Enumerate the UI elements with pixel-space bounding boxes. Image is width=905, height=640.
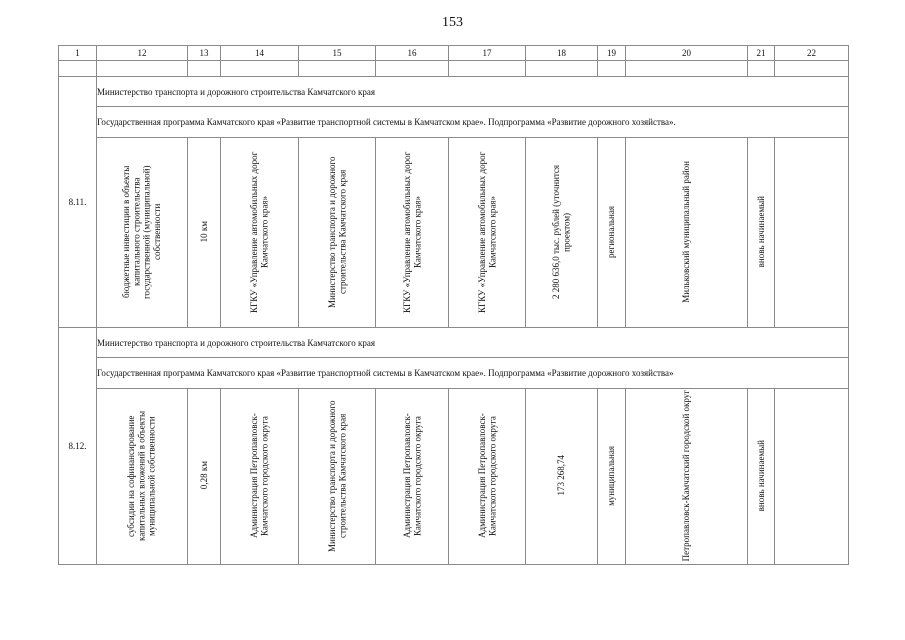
column-header: 14 [221,46,299,61]
column-header: 22 [775,46,849,61]
table-row [59,77,849,107]
developer-cell: Администрация Петропавловск-Камчатского городского округа [401,413,422,538]
customer-cell: КГКУ «Управление автомобильных дорог Камчатского края» [249,150,270,313]
column-header: 18 [526,46,598,61]
ministry-line: Министерство транспорта и дорожного строительства Камчатского края [97,328,849,358]
column-header: 15 [299,46,376,61]
column-header: 12 [97,46,188,61]
column-header: 21 [748,46,775,61]
location-cell: Петропавловск-Камчатский городской округ [681,389,692,562]
page-number: 153 [442,15,463,30]
status-cell: вновь начинаемый [755,195,766,268]
column-header: 20 [626,46,748,61]
customer-cell: Администрация Петропавловск-Камчатского городского округа [249,413,270,538]
table-row [59,358,849,389]
row-number: 8.11. [59,77,97,328]
column-header: 17 [449,46,526,61]
table-row [59,389,849,565]
recipient-cell: КГКУ «Управление автомобильных дорог Камчатского края» [476,150,497,313]
capacity-cell: 0,28 км [198,461,209,490]
column-header: 16 [376,46,449,61]
table-row [59,107,849,138]
developer-cell: КГКУ «Управление автомобильных дорог Камчатского края» [401,150,422,313]
column-header: 1 [59,46,97,61]
main-manager-cell: Министерство транспорта и дорожного строительства Камчатского края [326,399,347,552]
row-number: 8.12. [59,328,97,565]
column-header: 19 [598,46,626,61]
spacer-row [59,61,849,77]
ownership-cell: региональная [606,205,617,258]
header-row [59,46,849,61]
investment-type-cell: субсидии на софинансирование капитальных вложений в объекты муниципальной собственности [126,410,158,541]
ownership-cell: муниципальная [606,445,617,506]
table-row [59,328,849,358]
location-cell: Мильковский муниципальный район [681,160,692,303]
main-manager-cell: Министерство транспорта и дорожного строительства Камчатского края [326,155,347,308]
table-row [59,138,849,328]
column-header: 13 [188,46,221,61]
capacity-cell: 10 км [198,220,209,243]
cost-cell: 173 268,74 [556,455,567,496]
ministry-line: Министерство транспорта и дорожного строительства Камчатского края [97,77,849,107]
investment-table [58,45,849,565]
program-line: Государственная программа Камчатского края «Развитие транспортной системы в Камчатском крае». Подпрограмма «Развитие дорожного хозяйства». [97,107,849,138]
cost-cell: 2 280 636,0 тыс. рублей (уточнится проектом) [551,164,572,299]
status-cell: вновь начинаемый [755,439,766,512]
recipient-cell: Администрация Петропавловск-Камчатского городского округа [476,413,497,538]
program-line: Государственная программа Камчатского края «Развитие транспортной системы в Камчатском крае». Подпрограмма «Развитие дорожного хозяйства» [97,358,849,389]
investment-type-cell: бюджетные инвестиции в объекты капитального строительства государственной (муниципальной) собственности [121,164,163,299]
